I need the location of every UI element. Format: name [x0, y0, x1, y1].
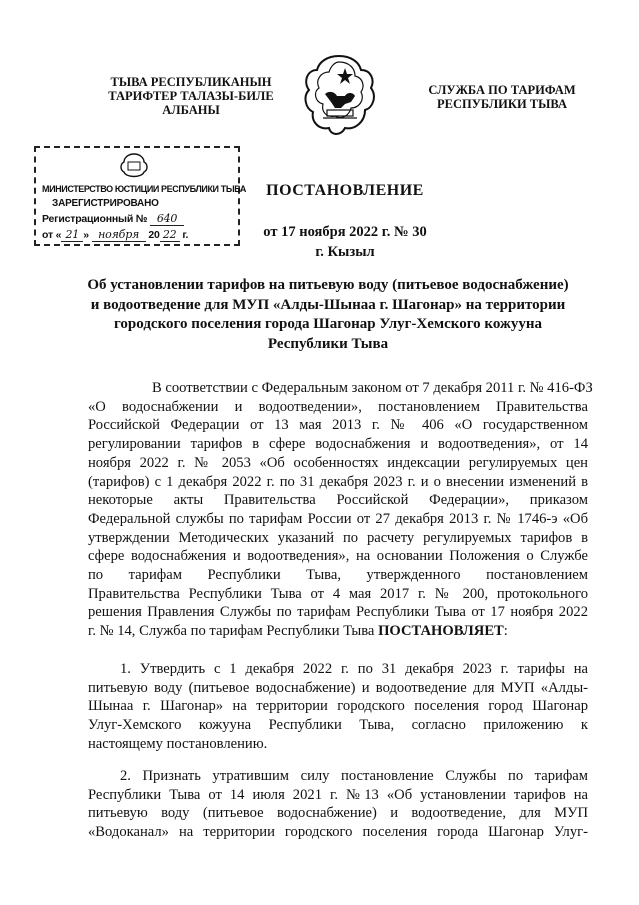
registration-stamp	[34, 146, 246, 246]
body-line: решения Правления Службы по тарифам Республики Тыва от 17 ноября 2022	[88, 604, 588, 621]
stamp-date-mid: »	[83, 229, 89, 241]
body-line: 1. Утвердить с 1 декабря 2022 г. по 31 декабря 2023 г. тарифы на	[120, 661, 588, 677]
header-right-line: СЛУЖБА ПО ТАРИФАМ	[428, 83, 576, 97]
stamp-emblem-icon	[118, 152, 150, 180]
header-left-line: ТЫВА РЕСПУБЛИКАНЫН	[110, 75, 272, 89]
subject-line: и водоотведение для МУП «Алды-Шынаа г. Шагонар» на территории	[90, 296, 566, 313]
body-line: Республики Тыва от 14 июля 2021 г. №13 «Об установлении тарифов на	[88, 786, 588, 803]
stamp-year-prefix: 20	[148, 229, 160, 241]
body-line-text: г. № 14, Служба по тарифам Республики Тыва	[88, 623, 375, 640]
body-line: питьевую воду (питьевое водоснабжение) и водоотведение, для МУП	[88, 805, 588, 822]
body-line: Федеральной службы по тарифам России от 27 декабря 2013 г. № 1746-э «Об	[88, 510, 588, 527]
body-line: питьевую воду (питьевое водоснабжение) и водоотведение для МУП «Алды-	[88, 679, 588, 696]
stamp-registered: ЗАРЕГИСТРИРОВАНО	[52, 198, 159, 209]
stamp-month: ноября	[92, 228, 146, 242]
body-line: (тарифов) с 1 декабря 2022 г. по 31 декабря 2023 г. и о внесении изменений в	[88, 473, 588, 490]
header-left-authority	[96, 75, 286, 117]
paragraph-item-1	[88, 660, 588, 754]
body-line: сфере водоснабжения и водоотведения», на основании Положения о Службе	[88, 548, 588, 565]
body-line: «Водоканал» на территории городского поселения города Шагонар Улуг-	[88, 824, 588, 841]
body-line: Правительства Республики Тыва от 4 мая 2017 г. № 200, протокольного	[88, 585, 588, 602]
body-line: регулировании тарифов в сфере водоснабжения и водоотведения», от 14	[88, 436, 588, 453]
paragraph-item-2	[88, 767, 588, 842]
body-line: «О водоснабжении и водоотведении», постановлением Правительства	[88, 398, 588, 415]
resolves-colon: :	[503, 623, 508, 640]
stamp-date-line	[42, 228, 188, 242]
stamp-year: 22	[160, 228, 180, 242]
body-line: Шынаа г. Шагонар» на территории городского поселения город Шагонар	[88, 698, 588, 715]
subject-line: Республики Тыва	[267, 335, 389, 352]
document-city: г. Кызыл	[315, 244, 375, 260]
paragraph-preamble	[88, 379, 593, 641]
header-left-line: АЛБАНЫ	[162, 103, 220, 117]
stamp-reg-line	[42, 212, 184, 226]
tuva-emblem-icon	[301, 52, 377, 142]
stamp-ministry: МИНИСТЕРСТВО ЮСТИЦИИ РЕСПУБЛИКИ ТЫВА	[42, 184, 246, 194]
stamp-year-suffix: г.	[182, 229, 189, 241]
header-right-line: РЕСПУБЛИКИ ТЫВА	[437, 97, 567, 111]
body-line: по тарифам Республики Тыва, утвержденного постановлением	[88, 567, 588, 584]
header-right-authority	[412, 83, 592, 111]
body-line: В соответствии с Федеральным законом от 7 декабря 2011 г. № 416-ФЗ	[152, 380, 593, 396]
body-line: Российской Федерации от 13 мая 2013 г. № 406 «О государственном	[88, 417, 588, 434]
body-line: 2. Признать утратившим силу постановление Службы по тарифам	[120, 768, 588, 784]
stamp-day: 21	[61, 228, 83, 242]
document-title: ПОСТАНОВЛЕНИЕ	[266, 182, 424, 199]
stamp-reg-number: 640	[150, 212, 184, 226]
resolves-keyword: ПОСТАНОВЛЯЕТ	[378, 623, 504, 640]
subject-line: Об установлении тарифов на питьевую воду (питьевое водоснабжение)	[87, 277, 569, 293]
document-date-number: от 17 ноября 2022 г. № 30	[263, 224, 427, 240]
body-line: утверждении Методических указаний по расчету регулируемых тарифов в	[88, 529, 588, 546]
body-line: ноября 2022 г. № 2053 «Об особенностях индексации регулируемых цен	[88, 454, 588, 471]
header-left-line: ТАРИФТЕР ТАЛАЗЫ-БИЛЕ	[108, 89, 274, 103]
subject-line: городского поселения города Шагонар Улуг-Хемского кожууна	[113, 316, 543, 332]
document-subject	[68, 276, 588, 354]
body-line: Улуг-Хемского кожууна Республики Тыва, согласно приложению к	[88, 717, 588, 734]
body-line: некоторые акты Правительства Российской Федерации», приказом	[88, 492, 588, 509]
body-line: настоящему постановлению.	[88, 735, 268, 752]
body-line-final	[88, 622, 588, 641]
stamp-reg-label: Регистрационный №	[42, 213, 148, 225]
stamp-date-prefix: от «	[42, 229, 62, 241]
